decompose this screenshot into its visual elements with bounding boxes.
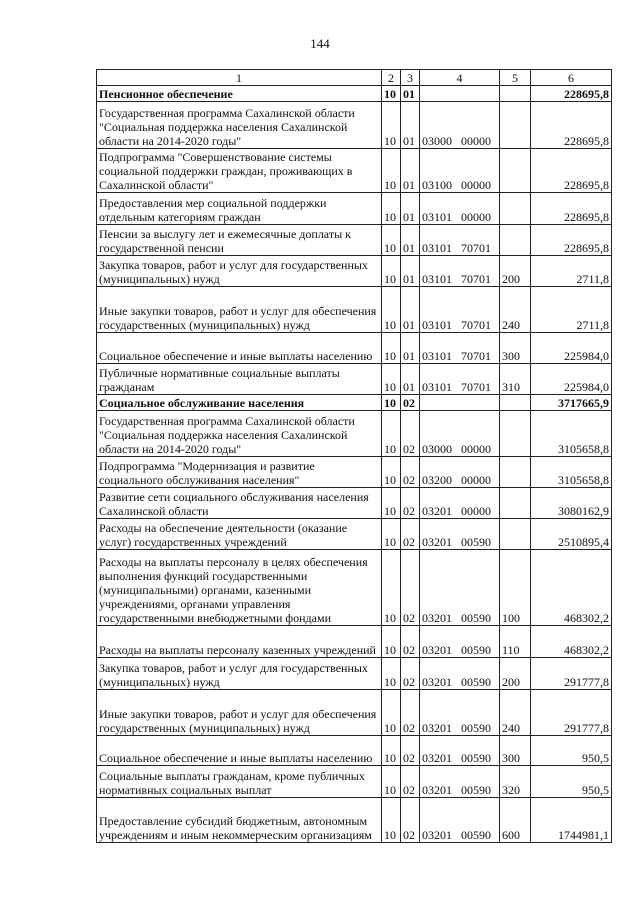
row-amount-cell: 228695,8 [531, 193, 612, 225]
page-number: 144 [310, 36, 330, 51]
row-amount-cell: 950,5 [531, 736, 612, 766]
row-subsection-cell: 01 [401, 149, 420, 193]
table-row [97, 333, 612, 364]
row-amount-cell: 228695,8 [531, 102, 612, 149]
row-target-item-cell: 03101 70701 [420, 333, 500, 364]
row-section-cell: 10 [382, 488, 401, 519]
row-target-item-cell [420, 86, 500, 102]
row-expense-type-cell [500, 457, 531, 488]
row-expense-type-cell: 110 [500, 626, 531, 658]
row-subsection-cell: 02 [401, 626, 420, 658]
row-subsection-cell: 01 [401, 333, 420, 364]
row-amount-cell: 468302,2 [531, 550, 612, 626]
row-name-cell: Социальные выплаты гражданам, кроме публичных нормативных социальных выплат [97, 766, 382, 798]
row-section-cell: 10 [382, 364, 401, 395]
row-subsection-cell: 02 [401, 457, 420, 488]
row-subsection-cell: 01 [401, 287, 420, 333]
table-row [97, 766, 612, 798]
row-section-cell: 10 [382, 519, 401, 550]
row-amount-cell: 3105658,8 [531, 411, 612, 457]
row-name-cell: Предоставление субсидий бюджетным, автономным учреждениям и иным некоммерческим организациям [97, 798, 382, 843]
table-row [97, 519, 612, 550]
row-section-cell: 10 [382, 457, 401, 488]
row-subsection-cell: 01 [401, 86, 420, 102]
row-name-cell: Государственная программа Сахалинской области "Социальная поддержка населения Сахалинской области на 2014-2020 годы" [97, 102, 382, 149]
row-subsection-cell: 02 [401, 550, 420, 626]
row-name-cell: Подпрограмма "Совершенствование системы социальной поддержки граждан, проживающих в Сахалинской области" [97, 149, 382, 193]
row-subsection-cell: 02 [401, 395, 420, 411]
table-row [97, 86, 612, 102]
table-row [97, 225, 612, 256]
row-amount-cell: 3717665,9 [531, 395, 612, 411]
row-expense-type-cell [500, 225, 531, 256]
row-amount-cell: 228695,8 [531, 225, 612, 256]
row-amount-cell: 291777,8 [531, 690, 612, 736]
row-name-cell: Иные закупки товаров, работ и услуг для обеспечения государственных (муниципальных) нужд [97, 287, 382, 333]
table-row [97, 798, 612, 843]
row-subsection-cell: 02 [401, 658, 420, 690]
row-target-item-cell: 03100 00000 [420, 149, 500, 193]
row-target-item-cell: 03201 00590 [420, 550, 500, 626]
row-expense-type-cell: 310 [500, 364, 531, 395]
row-subsection-cell: 02 [401, 411, 420, 457]
table-row [97, 690, 612, 736]
header-cell-amount: 6 [531, 70, 612, 86]
row-subsection-cell: 01 [401, 225, 420, 256]
row-expense-type-cell [500, 86, 531, 102]
row-amount-cell: 2711,8 [531, 256, 612, 287]
row-target-item-cell: 03101 70701 [420, 256, 500, 287]
row-name-cell: Расходы на обеспечение деятельности (оказание услуг) государственных учреждений [97, 519, 382, 550]
row-name-cell: Пенсии за выслугу лет и ежемесячные доплаты к государственной пенсии [97, 225, 382, 256]
row-amount-cell: 3105658,8 [531, 457, 612, 488]
row-amount-cell: 291777,8 [531, 658, 612, 690]
row-subsection-cell: 01 [401, 193, 420, 225]
row-expense-type-cell: 300 [500, 333, 531, 364]
row-amount-cell: 225984,0 [531, 333, 612, 364]
row-name-cell: Государственная программа Сахалинской области "Социальная поддержка населения Сахалинской области на 2014-2020 годы" [97, 411, 382, 457]
row-target-item-cell: 03101 00000 [420, 193, 500, 225]
row-section-cell: 10 [382, 256, 401, 287]
row-section-cell: 10 [382, 626, 401, 658]
row-section-cell: 10 [382, 333, 401, 364]
table-row [97, 256, 612, 287]
row-amount-cell: 2510895,4 [531, 519, 612, 550]
budget-table [96, 69, 612, 843]
row-target-item-cell: 03000 00000 [420, 102, 500, 149]
table-row [97, 658, 612, 690]
row-section-cell: 10 [382, 395, 401, 411]
row-expense-type-cell [500, 193, 531, 225]
row-amount-cell: 2711,8 [531, 287, 612, 333]
row-amount-cell: 1744981,1 [531, 798, 612, 843]
budget-table-body [97, 70, 612, 843]
table-row [97, 550, 612, 626]
row-amount-cell: 228695,8 [531, 86, 612, 102]
row-target-item-cell: 03200 00000 [420, 457, 500, 488]
row-expense-type-cell [500, 411, 531, 457]
table-row [97, 736, 612, 766]
row-name-cell: Закупка товаров, работ и услуг для государственных (муниципальных) нужд [97, 256, 382, 287]
row-expense-type-cell: 100 [500, 550, 531, 626]
row-name-cell: Социальное обслуживание населения [97, 395, 382, 411]
row-section-cell: 10 [382, 736, 401, 766]
table-row [97, 287, 612, 333]
row-target-item-cell: 03101 70701 [420, 364, 500, 395]
row-expense-type-cell: 200 [500, 658, 531, 690]
row-name-cell: Иные закупки товаров, работ и услуг для обеспечения государственных (муниципальных) нужд [97, 690, 382, 736]
table-row [97, 488, 612, 519]
table-row [97, 626, 612, 658]
row-expense-type-cell: 320 [500, 766, 531, 798]
row-target-item-cell: 03201 00590 [420, 626, 500, 658]
row-expense-type-cell [500, 395, 531, 411]
table-header-row [97, 70, 612, 86]
row-expense-type-cell: 200 [500, 256, 531, 287]
row-name-cell: Развитие сети социального обслуживания населения Сахалинской области [97, 488, 382, 519]
row-expense-type-cell [500, 102, 531, 149]
row-expense-type-cell: 300 [500, 736, 531, 766]
row-target-item-cell: 03201 00590 [420, 690, 500, 736]
row-subsection-cell: 02 [401, 690, 420, 736]
row-name-cell: Предоставления мер социальной поддержки отдельным категориям граждан [97, 193, 382, 225]
row-section-cell: 10 [382, 658, 401, 690]
row-section-cell: 10 [382, 102, 401, 149]
row-target-item-cell: 03201 00590 [420, 798, 500, 843]
row-target-item-cell: 03000 00000 [420, 411, 500, 457]
table-row [97, 102, 612, 149]
row-name-cell: Закупка товаров, работ и услуг для государственных (муниципальных) нужд [97, 658, 382, 690]
row-name-cell: Публичные нормативные социальные выплаты гражданам [97, 364, 382, 395]
row-subsection-cell: 02 [401, 488, 420, 519]
table-row [97, 364, 612, 395]
header-cell-name: 1 [97, 70, 382, 86]
table-row [97, 193, 612, 225]
table-row [97, 395, 612, 411]
row-amount-cell: 228695,8 [531, 149, 612, 193]
row-target-item-cell: 03201 00590 [420, 736, 500, 766]
table-row [97, 411, 612, 457]
row-expense-type-cell [500, 149, 531, 193]
row-amount-cell: 468302,2 [531, 626, 612, 658]
row-name-cell: Подпрограмма "Модернизация и развитие социального обслуживания населения" [97, 457, 382, 488]
row-name-cell: Социальное обеспечение и иные выплаты населению [97, 736, 382, 766]
row-subsection-cell: 01 [401, 364, 420, 395]
header-cell-expense-type: 5 [500, 70, 531, 86]
row-amount-cell: 950,5 [531, 766, 612, 798]
row-expense-type-cell: 240 [500, 287, 531, 333]
row-name-cell: Пенсионное обеспечение [97, 86, 382, 102]
row-target-item-cell: 03201 00590 [420, 658, 500, 690]
row-section-cell: 10 [382, 287, 401, 333]
row-target-item-cell: 03101 70701 [420, 287, 500, 333]
row-target-item-cell: 03201 00590 [420, 519, 500, 550]
row-subsection-cell: 02 [401, 798, 420, 843]
row-section-cell: 10 [382, 149, 401, 193]
row-expense-type-cell: 600 [500, 798, 531, 843]
row-subsection-cell: 02 [401, 736, 420, 766]
row-name-cell: Расходы на выплаты персоналу в целях обеспечения выполнения функций государственными (муниципальными) органами, казенными учреждениями, органами управления государственными внебюджетными фондами [97, 550, 382, 626]
row-target-item-cell [420, 395, 500, 411]
row-expense-type-cell [500, 519, 531, 550]
row-section-cell: 10 [382, 193, 401, 225]
row-section-cell: 10 [382, 411, 401, 457]
row-name-cell: Расходы на выплаты персоналу казенных учреждений [97, 626, 382, 658]
row-section-cell: 10 [382, 86, 401, 102]
row-target-item-cell: 03201 00000 [420, 488, 500, 519]
row-section-cell: 10 [382, 225, 401, 256]
header-cell-section: 2 [382, 70, 401, 86]
header-cell-target-item: 4 [420, 70, 500, 86]
row-subsection-cell: 02 [401, 766, 420, 798]
table-row [97, 149, 612, 193]
header-cell-subsection: 3 [401, 70, 420, 86]
table-row [97, 457, 612, 488]
row-name-cell: Социальное обеспечение и иные выплаты населению [97, 333, 382, 364]
row-section-cell: 10 [382, 798, 401, 843]
row-amount-cell: 225984,0 [531, 364, 612, 395]
row-expense-type-cell: 240 [500, 690, 531, 736]
row-target-item-cell: 03101 70701 [420, 225, 500, 256]
row-subsection-cell: 01 [401, 102, 420, 149]
row-section-cell: 10 [382, 766, 401, 798]
row-expense-type-cell [500, 488, 531, 519]
row-target-item-cell: 03201 00590 [420, 766, 500, 798]
row-subsection-cell: 02 [401, 519, 420, 550]
row-section-cell: 10 [382, 690, 401, 736]
row-section-cell: 10 [382, 550, 401, 626]
row-subsection-cell: 01 [401, 256, 420, 287]
row-amount-cell: 3080162,9 [531, 488, 612, 519]
